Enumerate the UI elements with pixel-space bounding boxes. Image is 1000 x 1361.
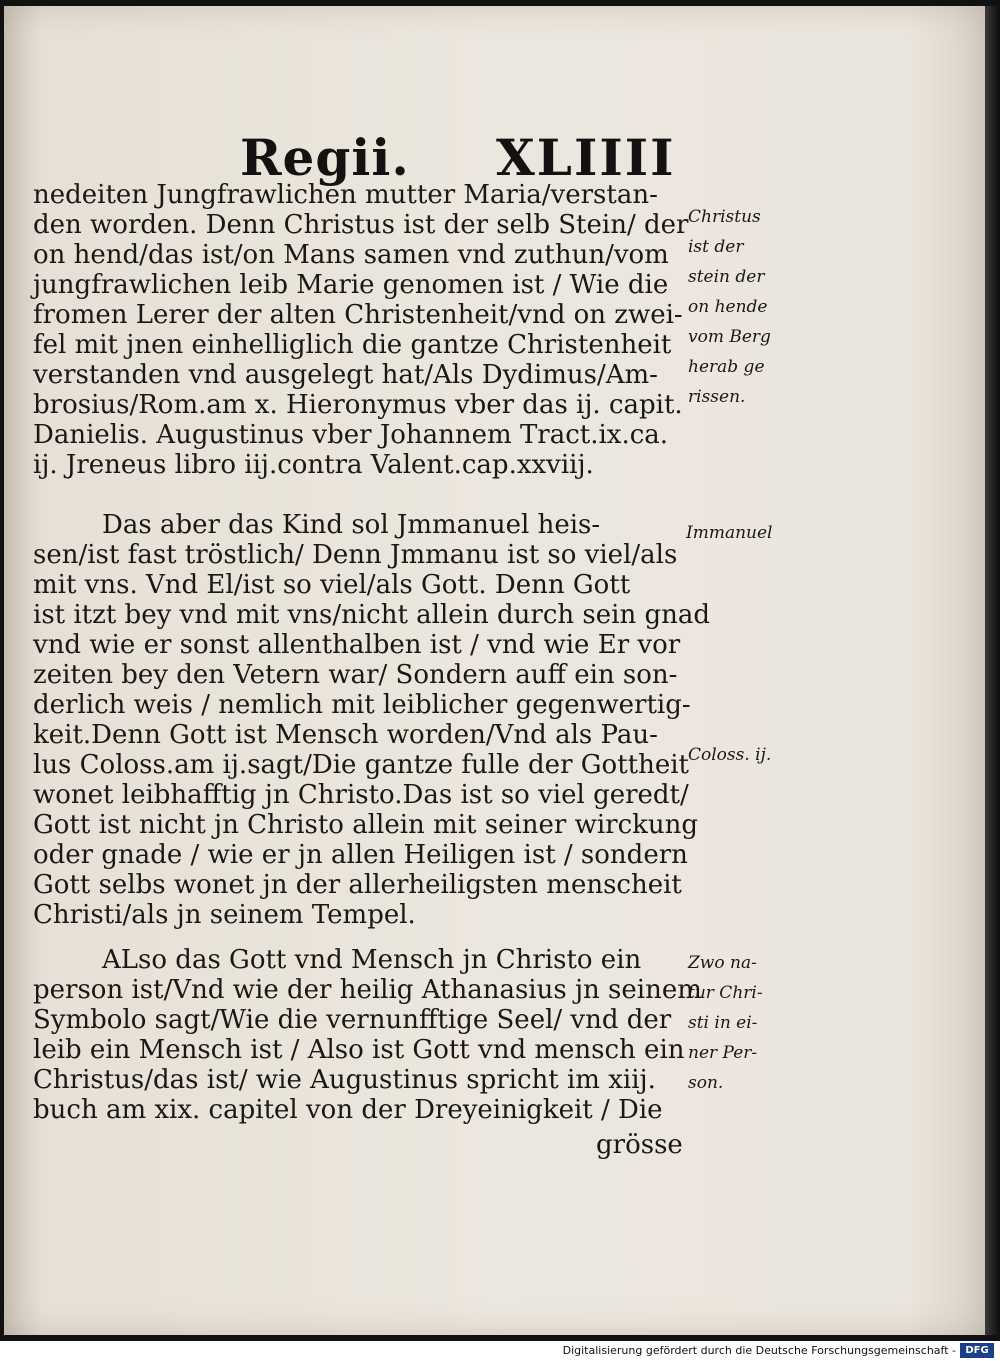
text-line: mit vns. Vnd El/ist so viel/als Gott. Denn Gott (33, 570, 631, 600)
dfg-logo: DFG (960, 1343, 994, 1358)
text-line: nedeiten Jungfrawlichen mutter Maria/verstan- (33, 180, 658, 210)
text-line: keit.Denn Gott ist Mensch worden/Vnd als Pau- (33, 720, 658, 750)
margin-note-line: sti in ei- (688, 1013, 758, 1033)
text-line: ist itzt bey vnd mit vns/nicht allein durch sein gnad (33, 600, 710, 630)
text-line: Gott selbs wonet jn der allerheiligsten menscheit (33, 870, 682, 900)
margin-note-coloss: Coloss. ij. (688, 745, 772, 765)
text-line: Christus/das ist/ wie Augustinus spricht im xiij. (33, 1065, 656, 1095)
text-line: ALso das Gott vnd Mensch jn Christo ein (102, 945, 642, 975)
margin-note-line: vom Berg (688, 327, 771, 347)
text-line: sen/ist fast tröstlich/ Denn Jmmanu ist so viel/als (33, 540, 678, 570)
text-line: fromen Lerer der alten Christenheit/vnd on zwei- (33, 300, 683, 330)
margin-note-line: son. (688, 1073, 724, 1093)
text-line: Danielis. Augustinus vber Johannem Tract.ix.ca. (33, 420, 669, 450)
catchword: grösse (596, 1130, 683, 1160)
text-line: derlich weis / nemlich mit leiblicher gegenwertig- (33, 690, 691, 720)
text-line: buch am xix. capitel von der Dreyeinigkeit / Die (33, 1095, 663, 1125)
margin-note-line: stein der (688, 267, 765, 287)
margin-note-line: ner Per- (688, 1043, 758, 1063)
funding-credit: Digitalisierung gefördert durch die Deutsche Forschungsgemeinschaft - (562, 1344, 956, 1357)
text-line: Symbolo sagt/Wie die vernunfftige Seel/ vnd der (33, 1005, 672, 1035)
margin-note-line: Zwo na- (688, 953, 757, 973)
text-line: fel mit jnen einhelliglich die gantze Christenheit (33, 330, 672, 360)
text-line: ij. Jreneus libro iij.contra Valent.cap.xxviij. (33, 450, 594, 480)
text-line: Das aber das Kind sol Jmmanuel heis- (102, 510, 601, 540)
text-line: brosius/Rom.am x. Hieronymus vber das ij. capit. (33, 390, 683, 420)
page-edge-shadow (985, 6, 1000, 1335)
text-line: den worden. Denn Christus ist der selb Stein/ der (33, 210, 689, 240)
text-line: zeiten bey den Vetern war/ Sondern auff ein son- (33, 660, 678, 690)
margin-note-line: herab ge (688, 357, 765, 377)
margin-note-line: tur Chri- (688, 983, 763, 1003)
folio-number: XLIIII (496, 128, 676, 187)
text-line: lus Coloss.am ij.sagt/Die gantze fulle der Gottheit (33, 750, 689, 780)
text-line: leib ein Mensch ist / Also ist Gott vnd mensch ein (33, 1035, 685, 1065)
margin-note-line: ist der (688, 237, 744, 257)
text-line: person ist/Vnd wie der heilig Athanasius jn seinem (33, 975, 702, 1005)
text-line: oder gnade / wie er jn allen Heiligen ist / sondern (33, 840, 688, 870)
footer-bar (0, 1341, 1000, 1361)
running-head-title: Regii. (240, 128, 410, 187)
text-line: jungfrawlichen leib Marie genomen ist / Wie die (33, 270, 669, 300)
text-line: Gott ist nicht jn Christo allein mit seiner wirckung (33, 810, 699, 840)
text-line: Christi/als jn seinem Tempel. (33, 900, 416, 930)
text-line: on hend/das ist/on Mans samen vnd zuthun/vom (33, 240, 669, 270)
margin-note-line: rissen. (688, 387, 746, 407)
margin-note-line: on hende (688, 297, 768, 317)
text-line: wonet leibhafftig jn Christo.Das ist so viel geredt/ (33, 780, 689, 810)
text-line: verstanden vnd ausgelegt hat/Als Dydimus/Am- (33, 360, 658, 390)
text-line: vnd wie er sonst allenthalben ist / vnd wie Er vor (33, 630, 681, 660)
margin-note-line: Christus (688, 207, 761, 227)
margin-note-immanuel: Immanuel (686, 523, 773, 543)
